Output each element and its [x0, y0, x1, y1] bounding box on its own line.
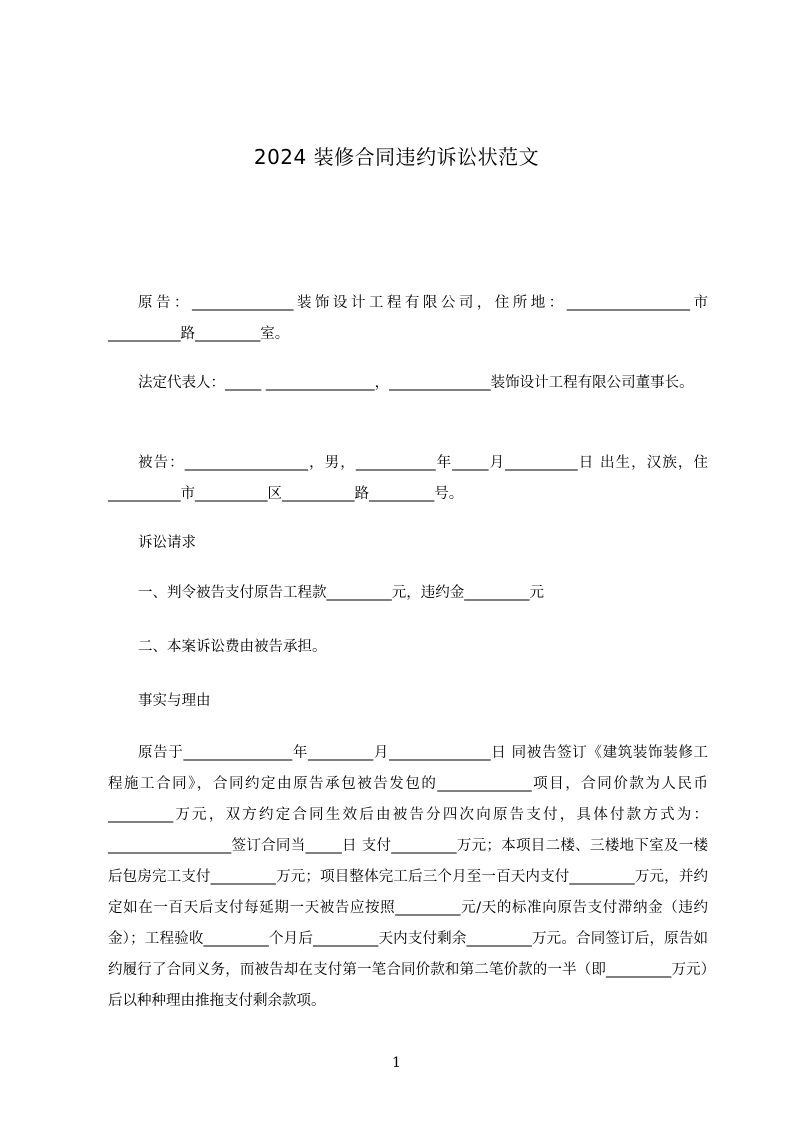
legal-representative-paragraph: 法定代表人：_____ _______________，______________装饰设计工程有限公司董事长。 — [138, 375, 694, 391]
document-title: 2024 装修合同违约诉讼状范文 — [253, 145, 540, 169]
plaintiff-paragraph: 原告：______________装饰设计工程有限公司，住所地：_________________市__________路_________室。 — [108, 295, 708, 342]
claims-heading: 诉讼请求 — [138, 535, 196, 551]
claim-item-1: 一、判令被告支付原告工程款_________元，违约金_________元 — [138, 585, 544, 601]
defendant-paragraph: 被告：_________________，男，___________年_____月__________日 出生，汉族，住__________市__________区__________路_________号。 — [108, 455, 708, 502]
facts-body-paragraph: 原告于_______________年_________月______________日 同被告签订《建筑装饰装修工程施工合同》，合同约定由原告承包被告发包的_____________项目，合同价款为人民币_________万元，双方约定合同生效后由被告分四次向原告支付，具体付款方式为：_________________签订合同当_____日 支付_________万元；本项目二楼、三楼地下室及一楼后包房完工支付_________万元；项目整体完工后三个月至一百天内支付_________万元，并约定如在一百天后支付每延期一天被告应按照_________元/天的标准向原告支付滞纳金（违约金）；工程验收_________个月后_________天内支付剩余_________万元。合同签订后，原告如约履行了合同义务，而被告却在支付第一笔合同价款和第二笔价款的一半（即_________万元）后以种种理由推拖支付剩余款项。 — [108, 745, 708, 1009]
facts-heading: 事实与理由 — [138, 693, 211, 709]
page-number: 1 — [392, 1055, 401, 1071]
claim-item-2: 二、本案诉讼费由被告承担。 — [138, 639, 327, 655]
